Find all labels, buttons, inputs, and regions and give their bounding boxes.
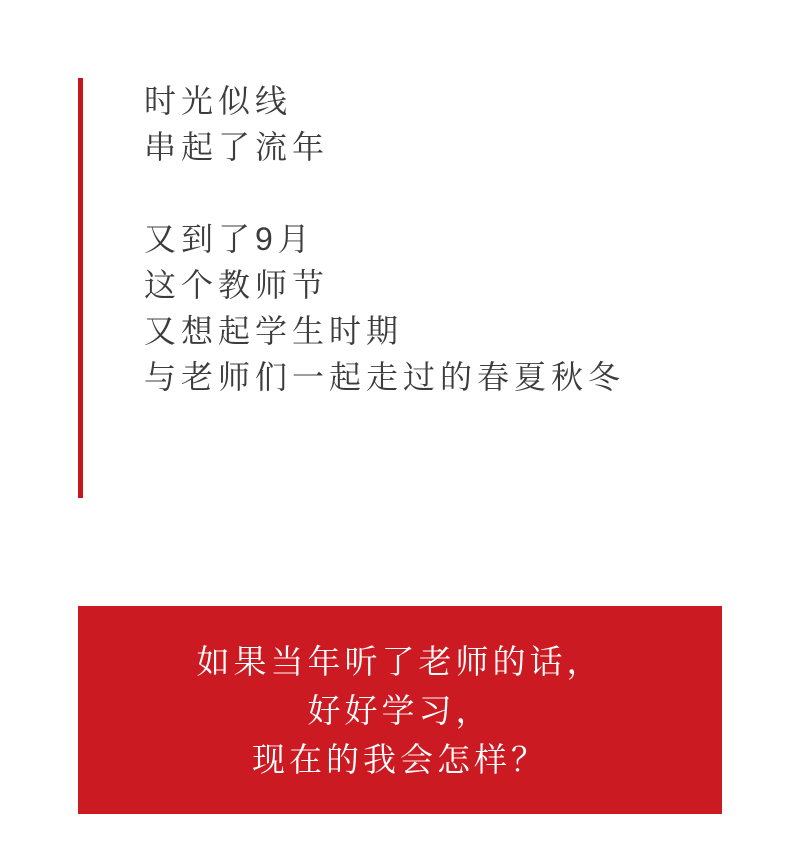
banner-line: 好好学习，	[307, 691, 493, 729]
quote-line: 又到了9月	[144, 221, 315, 257]
quote-line: 与老师们一起走过的春夏秋冬	[144, 359, 626, 395]
banner-line: 现在的我会怎样？	[252, 740, 548, 778]
quote-text-group-1	[144, 78, 758, 170]
quote-text-group-2	[144, 216, 758, 400]
quote-line: 时光似线	[144, 83, 293, 119]
quote-block	[78, 78, 758, 400]
banner-line: 如果当年听了老师的话，	[196, 642, 604, 680]
red-vertical-rule	[78, 78, 83, 498]
quote-line: 又想起学生时期	[144, 313, 404, 349]
red-question-banner	[78, 606, 722, 814]
quote-spacer	[144, 170, 758, 216]
quote-line: 这个教师节	[144, 267, 330, 303]
quote-line: 串起了流年	[144, 129, 330, 165]
